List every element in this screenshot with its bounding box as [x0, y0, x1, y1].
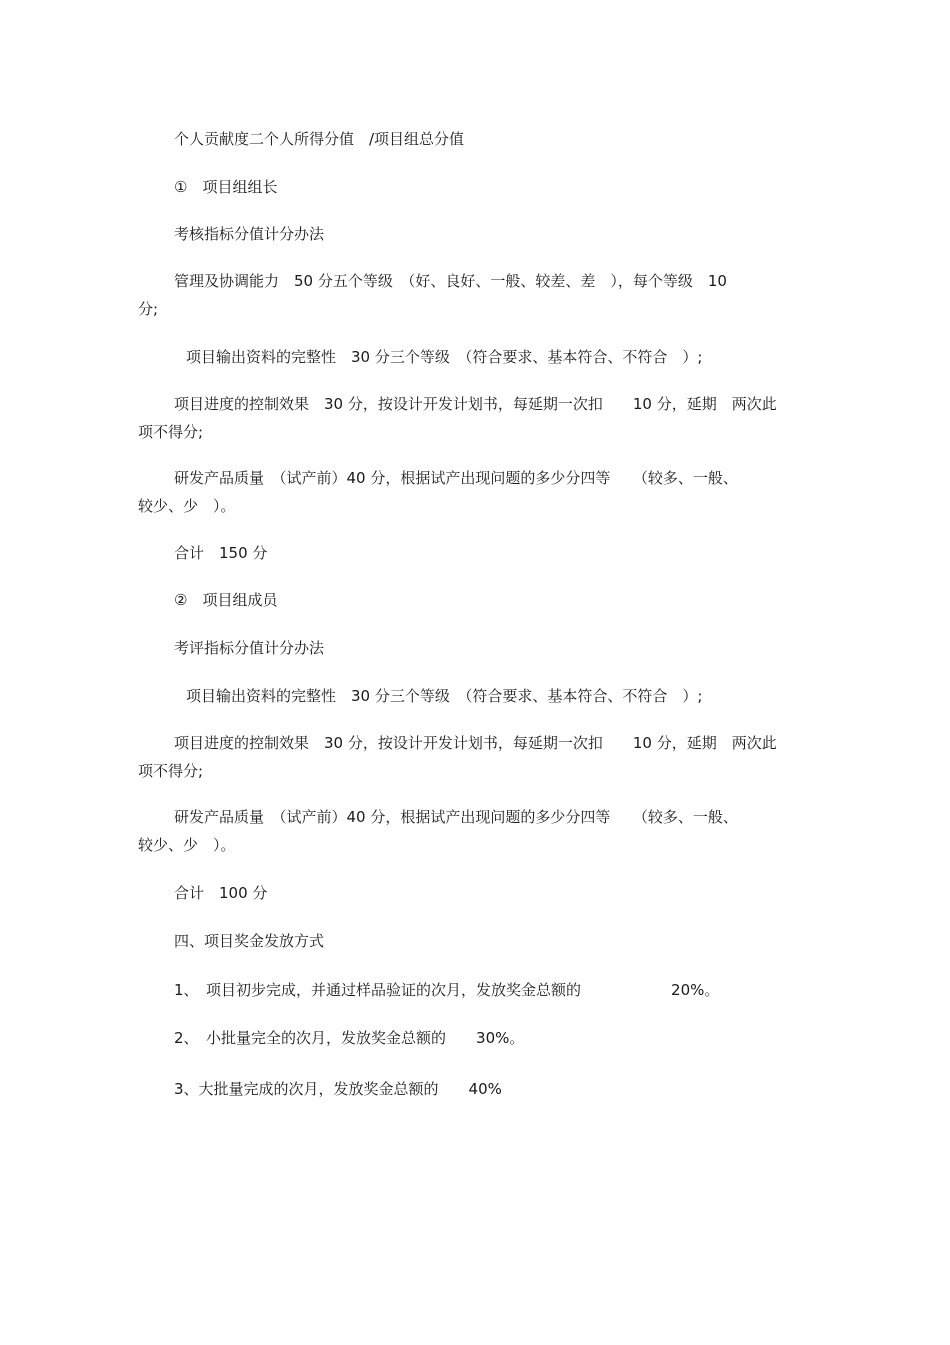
bonus-section-heading: 四、项目奖金发放方式	[174, 932, 325, 950]
member-criterion-output-completeness: 项目输出资料的完整性 30 分三个等级 （符合要求、基本符合、不符合 ）;	[186, 687, 703, 705]
total-member: 合计 100 分	[174, 884, 268, 902]
section-heading-leader: ① 项目组组长	[174, 178, 278, 196]
bonus-item-1: 1、 项目初步完成，并通过样品验证的次月，发放奖金总额的 20%。	[174, 981, 720, 999]
member-criterion-progress-control: 项目进度的控制效果 30 分，按设计开发计划书，每延期一次扣 10 分，延期 两次此	[174, 734, 777, 752]
bonus-item-2: 2、 小批量完全的次月，发放奖金总额的 30%。	[174, 1029, 525, 1047]
formula-line: 个人贡献度二个人所得分值 /项目组总分值	[174, 130, 465, 148]
total-leader: 合计 150 分	[174, 544, 268, 562]
method-heading-member: 考评指标分值计分办法	[174, 639, 325, 657]
criterion-product-quality: 研发产品质量 （试产前）40 分，根据试产出现问题的多少分四等 （较多、一般、	[174, 469, 738, 487]
criterion-management-cont: 分;	[138, 300, 159, 318]
criterion-product-quality-cont: 较少、少 ）。	[138, 497, 236, 515]
criterion-progress-control: 项目进度的控制效果 30 分，按设计开发计划书，每延期一次扣 10 分，延期 两次此	[174, 395, 777, 413]
criterion-management: 管理及协调能力 50 分五个等级 （好、良好、一般、较差、差 ），每个等级 10	[174, 272, 727, 290]
criterion-output-completeness: 项目输出资料的完整性 30 分三个等级 （符合要求、基本符合、不符合 ）;	[186, 348, 703, 366]
section-heading-member: ② 项目组成员	[174, 591, 278, 609]
criterion-progress-control-cont: 项不得分;	[138, 423, 204, 441]
member-criterion-product-quality-cont: 较少、少 ）。	[138, 836, 236, 854]
bonus-item-3: 3、大批量完成的次月，发放奖金总额的 40%	[174, 1080, 502, 1098]
member-criterion-progress-control-cont: 项不得分;	[138, 762, 204, 780]
method-heading: 考核指标分值计分办法	[174, 225, 325, 243]
member-criterion-product-quality: 研发产品质量 （试产前）40 分，根据试产出现问题的多少分四等 （较多、一般、	[174, 808, 738, 826]
